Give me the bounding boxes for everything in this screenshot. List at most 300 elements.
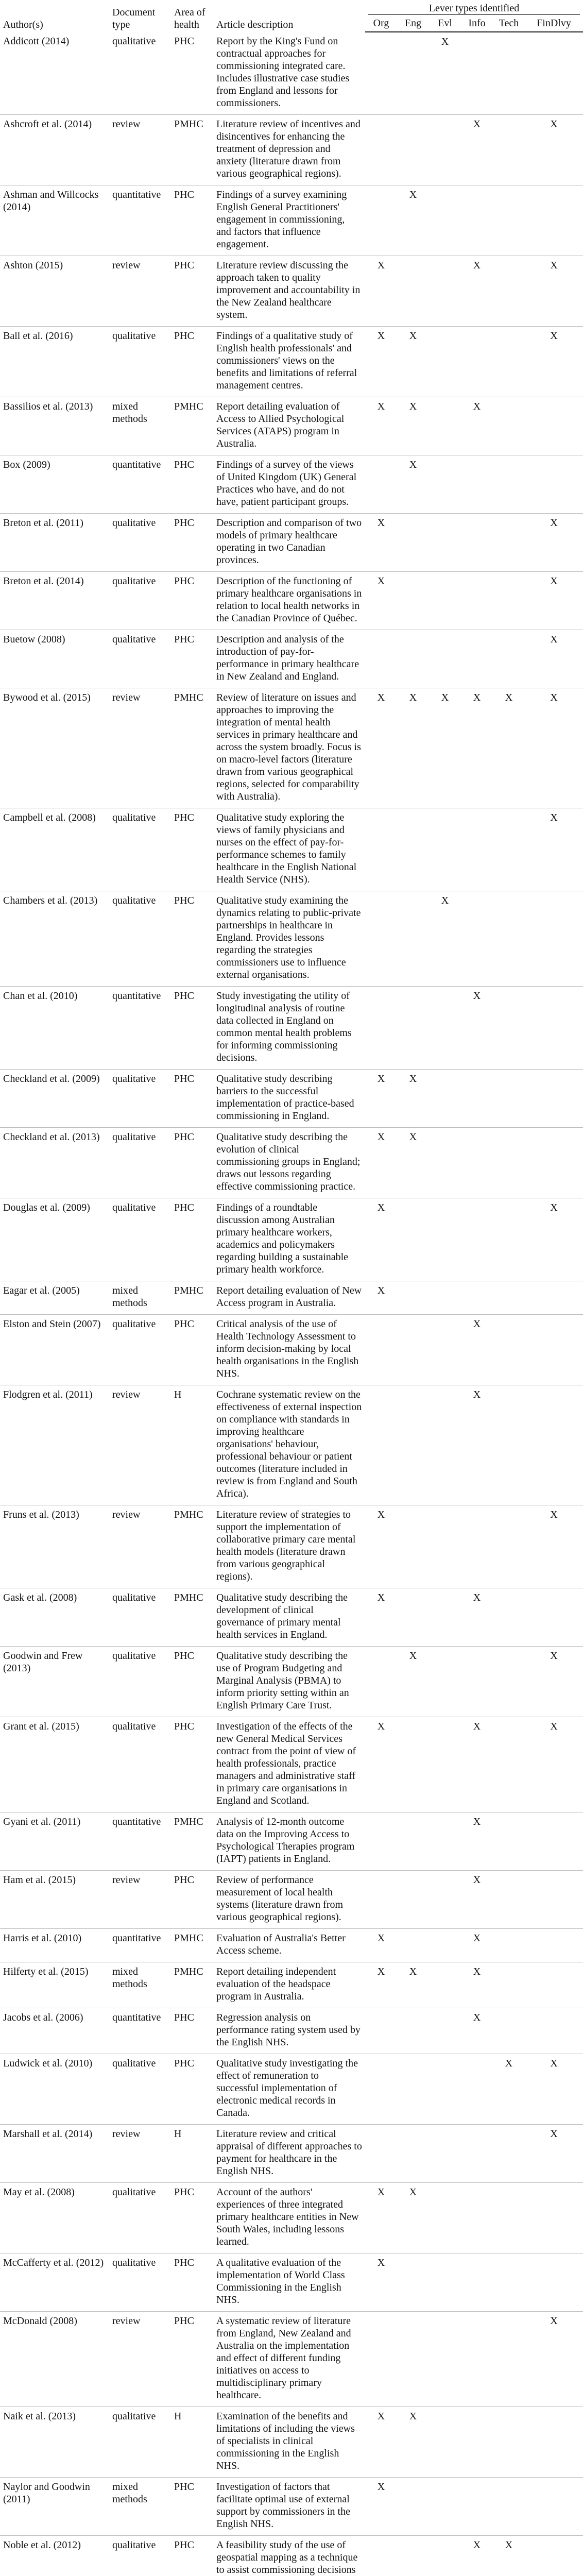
cell-author: Chambers et al. (2013) xyxy=(0,891,109,987)
cell-lever-evl xyxy=(429,455,461,514)
cell-lever-eng xyxy=(397,572,429,630)
cell-description: Findings of a survey of the views of United Kingdom (UK) General Practices who have, and do not have, patient participant groups. xyxy=(213,455,365,514)
table-row xyxy=(0,115,583,185)
cell-author: Campbell et al. (2008) xyxy=(0,808,109,891)
cell-lever-info xyxy=(461,327,493,397)
cell-doctype: qualitative xyxy=(109,1717,171,1812)
cell-lever-eng xyxy=(397,256,429,327)
table-row xyxy=(0,1505,583,1588)
cell-lever-evl xyxy=(429,1929,461,1962)
cell-lever-org: X xyxy=(365,1128,397,1198)
table-row xyxy=(0,630,583,688)
cell-doctype: quantitative xyxy=(109,185,171,256)
cell-description: Review of performance measurement of local health systems (literature drawn from various geographical regions). xyxy=(213,1871,365,1929)
cell-description: Description and comparison of two models of primary healthcare operating in two Canadian provinces. xyxy=(213,514,365,572)
cell-author: Elston and Stein (2007) xyxy=(0,1315,109,1385)
cell-lever-tech xyxy=(493,1385,525,1505)
cell-lever-findlvy xyxy=(525,1962,583,2008)
header-lever-org: Org xyxy=(365,16,397,32)
cell-lever-eng xyxy=(397,630,429,688)
cell-lever-org xyxy=(365,32,397,115)
cell-author: Checkland et al. (2009) xyxy=(0,1070,109,1128)
cell-author: Goodwin and Frew (2013) xyxy=(0,1647,109,1717)
cell-lever-org: X xyxy=(365,688,397,808)
cell-lever-eng xyxy=(397,1315,429,1385)
cell-area: PHC xyxy=(171,2253,213,2312)
cell-lever-evl xyxy=(429,2183,461,2253)
cell-lever-evl xyxy=(429,2478,461,2536)
cell-doctype: mixed methods xyxy=(109,397,171,455)
cell-lever-findlvy xyxy=(525,1385,583,1505)
cell-area: PMHC xyxy=(171,397,213,455)
cell-lever-tech xyxy=(493,2312,525,2407)
cell-author: Breton et al. (2014) xyxy=(0,572,109,630)
cell-lever-org: X xyxy=(365,2253,397,2312)
table-body xyxy=(0,32,583,2576)
cell-lever-eng: X xyxy=(397,1647,429,1717)
cell-lever-info xyxy=(461,1070,493,1128)
header-author: Author(s) xyxy=(3,19,43,30)
cell-lever-evl xyxy=(429,808,461,891)
cell-lever-evl xyxy=(429,397,461,455)
cell-lever-eng xyxy=(397,1871,429,1929)
cell-lever-eng xyxy=(397,891,429,987)
cell-description: Review of literature on issues and approaches to improving the integration of mental health services in primary healthcare and across the system broadly. Focus is on macro-level factors (literature drawn from various geographical regions, selected for comparability with Australia). xyxy=(213,688,365,808)
cell-lever-evl xyxy=(429,1812,461,1871)
cell-lever-findlvy: X xyxy=(525,514,583,572)
cell-lever-findlvy: X xyxy=(525,1647,583,1717)
cell-description: Evaluation of Australia's Better Access scheme. xyxy=(213,1929,365,1962)
cell-lever-eng xyxy=(397,514,429,572)
table-row xyxy=(0,2008,583,2054)
cell-doctype: review xyxy=(109,2125,171,2183)
cell-lever-tech xyxy=(493,2183,525,2253)
cell-lever-eng xyxy=(397,1717,429,1812)
cell-lever-findlvy: X xyxy=(525,327,583,397)
cell-doctype: qualitative xyxy=(109,1588,171,1647)
cell-area: PHC xyxy=(171,1647,213,1717)
cell-lever-eng xyxy=(397,1281,429,1315)
cell-description: A qualitative evaluation of the implementation of World Class Commissioning in the English NHS. xyxy=(213,2253,365,2312)
cell-lever-findlvy xyxy=(525,1812,583,1871)
table-row xyxy=(0,1198,583,1281)
table-row xyxy=(0,688,583,808)
cell-lever-findlvy xyxy=(525,397,583,455)
cell-lever-info xyxy=(461,572,493,630)
cell-description: Critical analysis of the use of Health Technology Assessment to inform decision-making by local health organisations in the English NHS. xyxy=(213,1315,365,1385)
cell-lever-eng: X xyxy=(397,2183,429,2253)
cell-description: A systematic review of literature from England, New Zealand and Australia on the implementation and effect of different funding initiatives on access to multidisciplinary primary healthcare. xyxy=(213,2312,365,2407)
table-row xyxy=(0,808,583,891)
cell-lever-tech xyxy=(493,1717,525,1812)
cell-doctype: qualitative xyxy=(109,2183,171,2253)
cell-lever-org xyxy=(365,1871,397,1929)
cell-lever-tech xyxy=(493,572,525,630)
cell-lever-findlvy xyxy=(525,2478,583,2536)
table-row xyxy=(0,1962,583,2008)
cell-lever-findlvy xyxy=(525,1315,583,1385)
cell-lever-eng: X xyxy=(397,455,429,514)
cell-author: Noble et al. (2012) xyxy=(0,2536,109,2576)
cell-lever-info: X xyxy=(461,256,493,327)
header-doctype: Document type xyxy=(112,7,156,30)
cell-lever-org: X xyxy=(365,514,397,572)
cell-lever-info xyxy=(461,2125,493,2183)
cell-lever-findlvy: X xyxy=(525,256,583,327)
cell-lever-info xyxy=(461,455,493,514)
table-row xyxy=(0,32,583,115)
cell-description: Qualitative study describing the evolution of clinical commissioning groups in England; draws out lessons regarding effective commissioning practice. xyxy=(213,1128,365,1198)
table-row xyxy=(0,2054,583,2125)
cell-lever-eng xyxy=(397,987,429,1070)
cell-description: Description and analysis of the introduction of pay-for-performance in primary healthcare in New Zealand and England. xyxy=(213,630,365,688)
cell-author: Ashcroft et al. (2014) xyxy=(0,115,109,185)
cell-author: Ashton (2015) xyxy=(0,256,109,327)
cell-description: Literature review of strategies to support the implementation of collaborative primary care mental health models (literature drawn from various geographical regions). xyxy=(213,1505,365,1588)
cell-lever-eng xyxy=(397,2125,429,2183)
cell-lever-info: X xyxy=(461,2536,493,2576)
cell-lever-evl xyxy=(429,256,461,327)
cell-area: H xyxy=(171,1385,213,1505)
cell-lever-info xyxy=(461,1281,493,1315)
cell-lever-info xyxy=(461,2253,493,2312)
cell-lever-tech xyxy=(493,808,525,891)
cell-lever-info: X xyxy=(461,688,493,808)
cell-description: Findings of a survey examining English General Practitioners' engagement in commissioning, and factors that influence engagement. xyxy=(213,185,365,256)
cell-lever-info: X xyxy=(461,2008,493,2054)
cell-lever-org: X xyxy=(365,1281,397,1315)
cell-lever-info: X xyxy=(461,987,493,1070)
cell-lever-eng xyxy=(397,2008,429,2054)
cell-area: PHC xyxy=(171,1128,213,1198)
cell-lever-org: X xyxy=(365,572,397,630)
cell-area: PMHC xyxy=(171,1929,213,1962)
cell-area: PHC xyxy=(171,1315,213,1385)
cell-lever-info xyxy=(461,1128,493,1198)
cell-lever-eng xyxy=(397,2253,429,2312)
cell-doctype: mixed methods xyxy=(109,1962,171,2008)
cell-lever-org xyxy=(365,2054,397,2125)
cell-lever-tech xyxy=(493,1281,525,1315)
cell-lever-findlvy xyxy=(525,1070,583,1128)
cell-author: Douglas et al. (2009) xyxy=(0,1198,109,1281)
cell-lever-findlvy: X xyxy=(525,1198,583,1281)
table-row xyxy=(0,1588,583,1647)
cell-author: Naik et al. (2013) xyxy=(0,2407,109,2478)
cell-lever-org: X xyxy=(365,2478,397,2536)
cell-doctype: review xyxy=(109,1505,171,1588)
header-lever-tech: Tech xyxy=(493,16,525,32)
cell-lever-findlvy: X xyxy=(525,115,583,185)
table-row xyxy=(0,2183,583,2253)
cell-lever-eng xyxy=(397,808,429,891)
table-row xyxy=(0,572,583,630)
cell-author: Eagar et al. (2005) xyxy=(0,1281,109,1315)
cell-lever-eng: X xyxy=(397,2407,429,2478)
table-row xyxy=(0,327,583,397)
cell-doctype: quantitative xyxy=(109,2008,171,2054)
cell-lever-org: X xyxy=(365,2407,397,2478)
cell-lever-evl xyxy=(429,2312,461,2407)
cell-lever-eng xyxy=(397,1198,429,1281)
cell-lever-eng xyxy=(397,2478,429,2536)
cell-description: Examination of the benefits and limitations of including the views of specialists in clinical commissioning in the English NHS. xyxy=(213,2407,365,2478)
cell-area: H xyxy=(171,2125,213,2183)
cell-lever-tech xyxy=(493,455,525,514)
cell-lever-findlvy xyxy=(525,987,583,1070)
cell-lever-evl xyxy=(429,1588,461,1647)
cell-lever-tech: X xyxy=(493,2054,525,2125)
cell-lever-info xyxy=(461,1198,493,1281)
cell-lever-tech xyxy=(493,1929,525,1962)
cell-lever-org: X xyxy=(365,1962,397,2008)
cell-lever-info xyxy=(461,630,493,688)
cell-author: Flodgren et al. (2011) xyxy=(0,1385,109,1505)
cell-lever-tech xyxy=(493,256,525,327)
cell-lever-findlvy: X xyxy=(525,2125,583,2183)
cell-author: Bassilios et al. (2013) xyxy=(0,397,109,455)
cell-lever-eng: X xyxy=(397,397,429,455)
table-row xyxy=(0,891,583,987)
cell-description: Literature review and critical appraisal of different approaches to payment for healthcare in the English NHS. xyxy=(213,2125,365,2183)
cell-lever-tech xyxy=(493,2407,525,2478)
cell-author: Marshall et al. (2014) xyxy=(0,2125,109,2183)
cell-lever-eng xyxy=(397,1385,429,1505)
cell-description: Account of the authors' experiences of three integrated primary healthcare entities in New South Wales, including lessons learned. xyxy=(213,2183,365,2253)
cell-lever-info xyxy=(461,2183,493,2253)
cell-lever-evl xyxy=(429,1070,461,1128)
cell-description: Description of the functioning of primary healthcare organisations in relation to local health networks in the Canadian Province of Québec. xyxy=(213,572,365,630)
cell-description: Report detailing evaluation of New Access program in Australia. xyxy=(213,1281,365,1315)
cell-lever-tech xyxy=(493,32,525,115)
cell-lever-tech xyxy=(493,1588,525,1647)
cell-lever-info: X xyxy=(461,397,493,455)
cell-area: PHC xyxy=(171,327,213,397)
table-row xyxy=(0,2312,583,2407)
cell-doctype: mixed methods xyxy=(109,2478,171,2536)
header-description: Article description xyxy=(216,19,294,30)
cell-author: McCafferty et al. (2012) xyxy=(0,2253,109,2312)
cell-description: Report detailing independent evaluation of the headspace program in Australia. xyxy=(213,1962,365,2008)
cell-lever-eng xyxy=(397,2536,429,2576)
cell-lever-evl xyxy=(429,514,461,572)
cell-lever-evl: X xyxy=(429,32,461,115)
table-row xyxy=(0,1385,583,1505)
cell-lever-findlvy: X xyxy=(525,2054,583,2125)
cell-lever-info xyxy=(461,1505,493,1588)
cell-doctype: review xyxy=(109,2312,171,2407)
cell-lever-org xyxy=(365,115,397,185)
cell-lever-org xyxy=(365,2125,397,2183)
cell-description: Qualitative study describing the use of Program Budgeting and Marginal Analysis (PBMA) to inform priority setting within an English Primary Care Trust. xyxy=(213,1647,365,1717)
cell-area: PHC xyxy=(171,572,213,630)
table-row xyxy=(0,1647,583,1717)
cell-description: Findings of a qualitative study of English health professionals' and commissioners' views on the benefits and limitations of referral management centres. xyxy=(213,327,365,397)
cell-author: Buetow (2008) xyxy=(0,630,109,688)
cell-lever-evl xyxy=(429,2407,461,2478)
cell-lever-evl xyxy=(429,2054,461,2125)
cell-lever-tech xyxy=(493,1505,525,1588)
cell-lever-org xyxy=(365,891,397,987)
cell-doctype: qualitative xyxy=(109,32,171,115)
cell-area: PHC xyxy=(171,2054,213,2125)
table-row xyxy=(0,1929,583,1962)
cell-lever-org: X xyxy=(365,256,397,327)
cell-lever-info xyxy=(461,32,493,115)
cell-lever-findlvy: X xyxy=(525,630,583,688)
cell-lever-tech xyxy=(493,1812,525,1871)
cell-area: PHC xyxy=(171,2183,213,2253)
cell-lever-findlvy xyxy=(525,1929,583,1962)
cell-lever-eng xyxy=(397,1505,429,1588)
cell-lever-tech: X xyxy=(493,2536,525,2576)
cell-doctype: quantitative xyxy=(109,455,171,514)
table-row xyxy=(0,256,583,327)
cell-lever-tech xyxy=(493,891,525,987)
cell-description: Literature review discussing the approach taken to quality improvement and accountability in the New Zealand healthcare system. xyxy=(213,256,365,327)
cell-lever-org: X xyxy=(365,1070,397,1128)
cell-lever-info: X xyxy=(461,1812,493,1871)
table-row xyxy=(0,1315,583,1385)
cell-area: PHC xyxy=(171,2312,213,2407)
cell-lever-findlvy xyxy=(525,185,583,256)
cell-doctype: qualitative xyxy=(109,1070,171,1128)
cell-doctype: qualitative xyxy=(109,2407,171,2478)
cell-lever-tech xyxy=(493,1128,525,1198)
cell-lever-findlvy: X xyxy=(525,1717,583,1812)
cell-lever-findlvy xyxy=(525,1281,583,1315)
cell-lever-info: X xyxy=(461,1315,493,1385)
cell-lever-findlvy xyxy=(525,2253,583,2312)
table-row xyxy=(0,1717,583,1812)
cell-lever-org: X xyxy=(365,1929,397,1962)
cell-lever-org xyxy=(365,987,397,1070)
cell-lever-eng xyxy=(397,2054,429,2125)
cell-lever-eng xyxy=(397,1812,429,1871)
cell-description: Report detailing evaluation of Access to Allied Psychological Services (ATAPS) program in Australia. xyxy=(213,397,365,455)
cell-area: PMHC xyxy=(171,1588,213,1647)
table-row xyxy=(0,2253,583,2312)
cell-lever-tech: X xyxy=(493,688,525,808)
cell-lever-info xyxy=(461,2054,493,2125)
cell-description: Regression analysis on performance rating system used by the English NHS. xyxy=(213,2008,365,2054)
cell-area: PHC xyxy=(171,2008,213,2054)
cell-area: PHC xyxy=(171,1717,213,1812)
cell-lever-evl xyxy=(429,2125,461,2183)
header-lever-group xyxy=(365,0,583,16)
cell-lever-tech xyxy=(493,327,525,397)
cell-lever-org xyxy=(365,2008,397,2054)
cell-lever-org xyxy=(365,2312,397,2407)
cell-lever-org: X xyxy=(365,397,397,455)
cell-lever-findlvy xyxy=(525,2183,583,2253)
cell-doctype: review xyxy=(109,256,171,327)
cell-author: Checkland et al. (2013) xyxy=(0,1128,109,1198)
cell-lever-eng: X xyxy=(397,1128,429,1198)
cell-lever-findlvy xyxy=(525,2536,583,2576)
cell-doctype: qualitative xyxy=(109,891,171,987)
cell-lever-evl xyxy=(429,1647,461,1717)
cell-area: PHC xyxy=(171,455,213,514)
cell-area: PHC xyxy=(171,185,213,256)
header-lever-findlvy: FinDlvy xyxy=(525,16,583,32)
cell-lever-info: X xyxy=(461,1871,493,1929)
cell-lever-evl xyxy=(429,2536,461,2576)
cell-author: Grant et al. (2015) xyxy=(0,1717,109,1812)
cell-area: PMHC xyxy=(171,688,213,808)
cell-lever-findlvy xyxy=(525,1588,583,1647)
cell-lever-org: X xyxy=(365,1505,397,1588)
cell-author: Hilferty et al. (2015) xyxy=(0,1962,109,2008)
cell-lever-evl xyxy=(429,1717,461,1812)
cell-lever-tech xyxy=(493,1070,525,1128)
cell-lever-tech xyxy=(493,1962,525,2008)
cell-lever-info: X xyxy=(461,1717,493,1812)
header-lever-info: Info xyxy=(461,16,493,32)
cell-area: PHC xyxy=(171,987,213,1070)
cell-lever-tech xyxy=(493,2478,525,2536)
cell-doctype: qualitative xyxy=(109,514,171,572)
cell-area: PHC xyxy=(171,514,213,572)
cell-description: Cochrane systematic review on the effectiveness of external inspection on compliance with standards in improving healthcare organisations' behaviour, professional behaviour or patient outcomes (literature included in review is from England and South Africa). xyxy=(213,1385,365,1505)
cell-area: PHC xyxy=(171,2536,213,2576)
cell-doctype: qualitative xyxy=(109,808,171,891)
cell-lever-findlvy xyxy=(525,891,583,987)
cell-lever-tech xyxy=(493,1198,525,1281)
cell-area: PHC xyxy=(171,891,213,987)
cell-lever-eng: X xyxy=(397,327,429,397)
cell-author: Jacobs et al. (2006) xyxy=(0,2008,109,2054)
cell-author: Breton et al. (2011) xyxy=(0,514,109,572)
cell-description: Qualitative study examining the dynamics relating to public-private partnerships in healthcare in England. Provides lessons regarding the strategies commissioners use to influence external organisations. xyxy=(213,891,365,987)
cell-doctype: qualitative xyxy=(109,2253,171,2312)
cell-doctype: qualitative xyxy=(109,1198,171,1281)
cell-lever-evl xyxy=(429,115,461,185)
cell-author: Ludwick et al. (2010) xyxy=(0,2054,109,2125)
cell-author: Chan et al. (2010) xyxy=(0,987,109,1070)
cell-lever-tech xyxy=(493,2008,525,2054)
cell-lever-findlvy xyxy=(525,1128,583,1198)
cell-lever-info xyxy=(461,2478,493,2536)
cell-lever-eng: X xyxy=(397,1962,429,2008)
table-row xyxy=(0,397,583,455)
header-lever-evl: Evl xyxy=(429,16,461,32)
table-row xyxy=(0,455,583,514)
cell-lever-org: X xyxy=(365,1717,397,1812)
table-row xyxy=(0,2407,583,2478)
cell-lever-org: X xyxy=(365,1198,397,1281)
cell-doctype: qualitative xyxy=(109,630,171,688)
cell-doctype: qualitative xyxy=(109,327,171,397)
cell-doctype: qualitative xyxy=(109,1647,171,1717)
cell-lever-evl xyxy=(429,185,461,256)
cell-lever-org xyxy=(365,630,397,688)
cell-lever-evl xyxy=(429,2253,461,2312)
cell-description: Analysis of 12-month outcome data on the Improving Access to Psychological Therapies program (IAPT) patients in England. xyxy=(213,1812,365,1871)
cell-lever-info xyxy=(461,514,493,572)
cell-lever-findlvy xyxy=(525,32,583,115)
cell-author: Ball et al. (2016) xyxy=(0,327,109,397)
cell-area: PMHC xyxy=(171,1962,213,2008)
header-lever-eng: Eng xyxy=(397,16,429,32)
cell-area: PHC xyxy=(171,630,213,688)
cell-author: Addicott (2014) xyxy=(0,32,109,115)
cell-lever-tech xyxy=(493,397,525,455)
cell-lever-eng: X xyxy=(397,688,429,808)
cell-lever-findlvy xyxy=(525,2407,583,2478)
cell-lever-org xyxy=(365,1812,397,1871)
cell-lever-info: X xyxy=(461,1929,493,1962)
